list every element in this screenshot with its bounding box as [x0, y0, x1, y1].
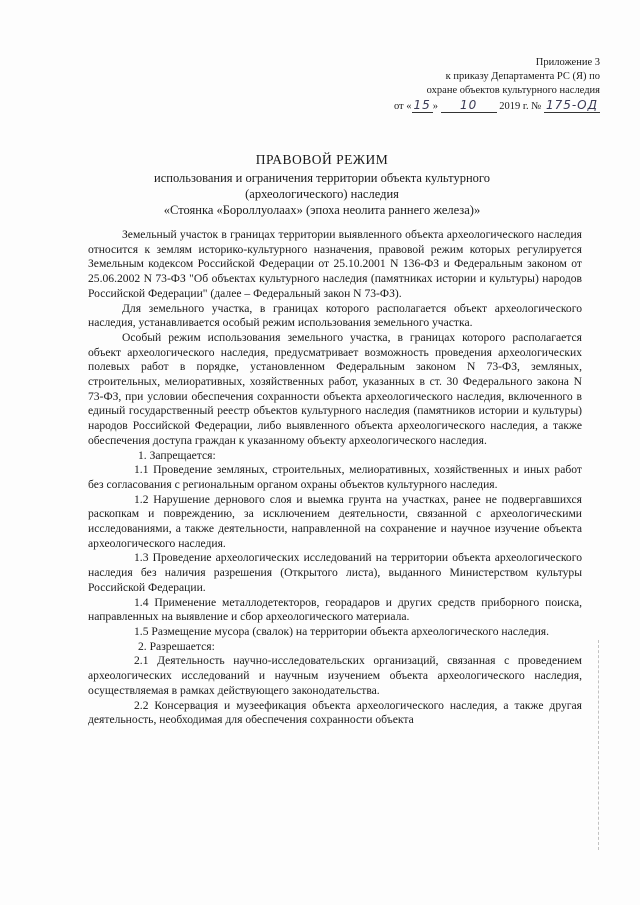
appendix-line-2: к приказу Департамента РС (Я) по [445, 71, 600, 82]
paragraph-land-category: Земельный участок в границах территории выявленного объекта археологического наследия относится к землям историко-культурного назначения, правовой режим которых регулируется Земельным кодексом Российской Федерации от 25.10.2001 N 136-ФЗ и Федеральным законом от 25.06.2002 N 73-ФЗ "Об объектах культурного наследия (памятниках истории и культуры) народов Российской Федерации" (далее – Федеральный закон N 73-ФЗ). [88, 228, 582, 300]
title-main: ПРАВОВОЙ РЕЖИМ [255, 152, 389, 167]
document-title [60, 152, 584, 218]
appendix-line-3: охране объектов культурного наследия [426, 85, 600, 96]
title-line-2: использования и ограничения территории объекта культурного [154, 171, 490, 185]
date-year-text: 2019 г. № [499, 101, 542, 112]
prohibited-item-1-2: 1.2 Нарушение дернового слоя и выемка грунта на участках, ранее не подвергавшихся раскопкам и повреждению, за исключением деятельности, связанной с археологическими исследованиями, а также деятельности, направленной на сохранение и научное изучение объекта археологического наследия. [88, 492, 582, 550]
handwritten-order-number: 175-ОД [545, 98, 598, 112]
document-body [88, 228, 582, 728]
allowed-item-2-1: 2.1 Деятельность научно-исследовательских организаций, связанная с проведением археологических исследований и научным изучением объекта археологического наследия, осуществляемая в рамках действующего законодательства. [88, 654, 582, 697]
date-prefix: от « [393, 101, 412, 112]
paragraph-special-regime: Для земельного участка, в границах которого располагается объект археологического наследия, устанавливается особый режим использования земельного участка. [88, 301, 582, 330]
title-line-4: «Стоянка «Бороллуолаах» (эпоха неолита раннего железа)» [163, 203, 481, 217]
paragraph-regime-details: Особый режим использования земельного участка, в границах которого располагается объект археологического наследия, предусматривает возможность проведения археологических полевых работ в порядке, установленном Федеральным законом N 73-ФЗ, земляных, строительных, мелиоративных, хозяйственных работ, указанных в ст. 30 Федерального закона N 73-ФЗ, при условии обеспечения сохранности объекта археологического наследия, включенного в единый государственный реестр объектов культурного наследия (памятников истории и культуры) народов Российской Федерации, либо выявленного объекта археологического наследия, а также обеспечения доступа граждан к указанному объекту археологического наследия. [88, 330, 582, 447]
handwritten-month: 10 [441, 98, 497, 113]
section-prohibited-heading: 1. Запрещается: [138, 448, 216, 462]
prohibited-item-1-3: 1.3 Проведение археологических исследований на территории объекта археологического наследия без наличия разрешения (Открытого листа), выданного Министерством культуры Российской Федерации. [88, 551, 582, 594]
appendix-header [370, 56, 600, 114]
prohibited-item-1-1: 1.1 Проведение земляных, строительных, мелиоративных, хозяйственных и иных работ без согласования с региональным органом охраны объектов культурного наследия. [88, 463, 582, 491]
prohibited-item-1-4: 1.4 Применение металлодетекторов, георадаров и других средств приборного поиска, направленных на выявление и сбор археологического материала. [88, 595, 582, 624]
prohibited-item-1-5: 1.5 Размещение мусора (свалок) на территории объекта археологического наследия. [134, 624, 550, 638]
appendix-line-1: Приложение 3 [535, 57, 600, 68]
handwritten-day: 15 [413, 98, 431, 112]
title-line-3: (археологического) наследия [245, 187, 399, 201]
allowed-item-2-2: 2.2 Консервация и музеефикация объекта археологического наследия, а также другая деятельность, необходимая для обеспечения сохранности объекта [88, 698, 582, 727]
date-quote-close: » [432, 101, 439, 112]
appendix-date-line [370, 98, 600, 114]
scan-fold-line [598, 640, 600, 850]
section-allowed-heading: 2. Разрешается: [138, 639, 215, 653]
